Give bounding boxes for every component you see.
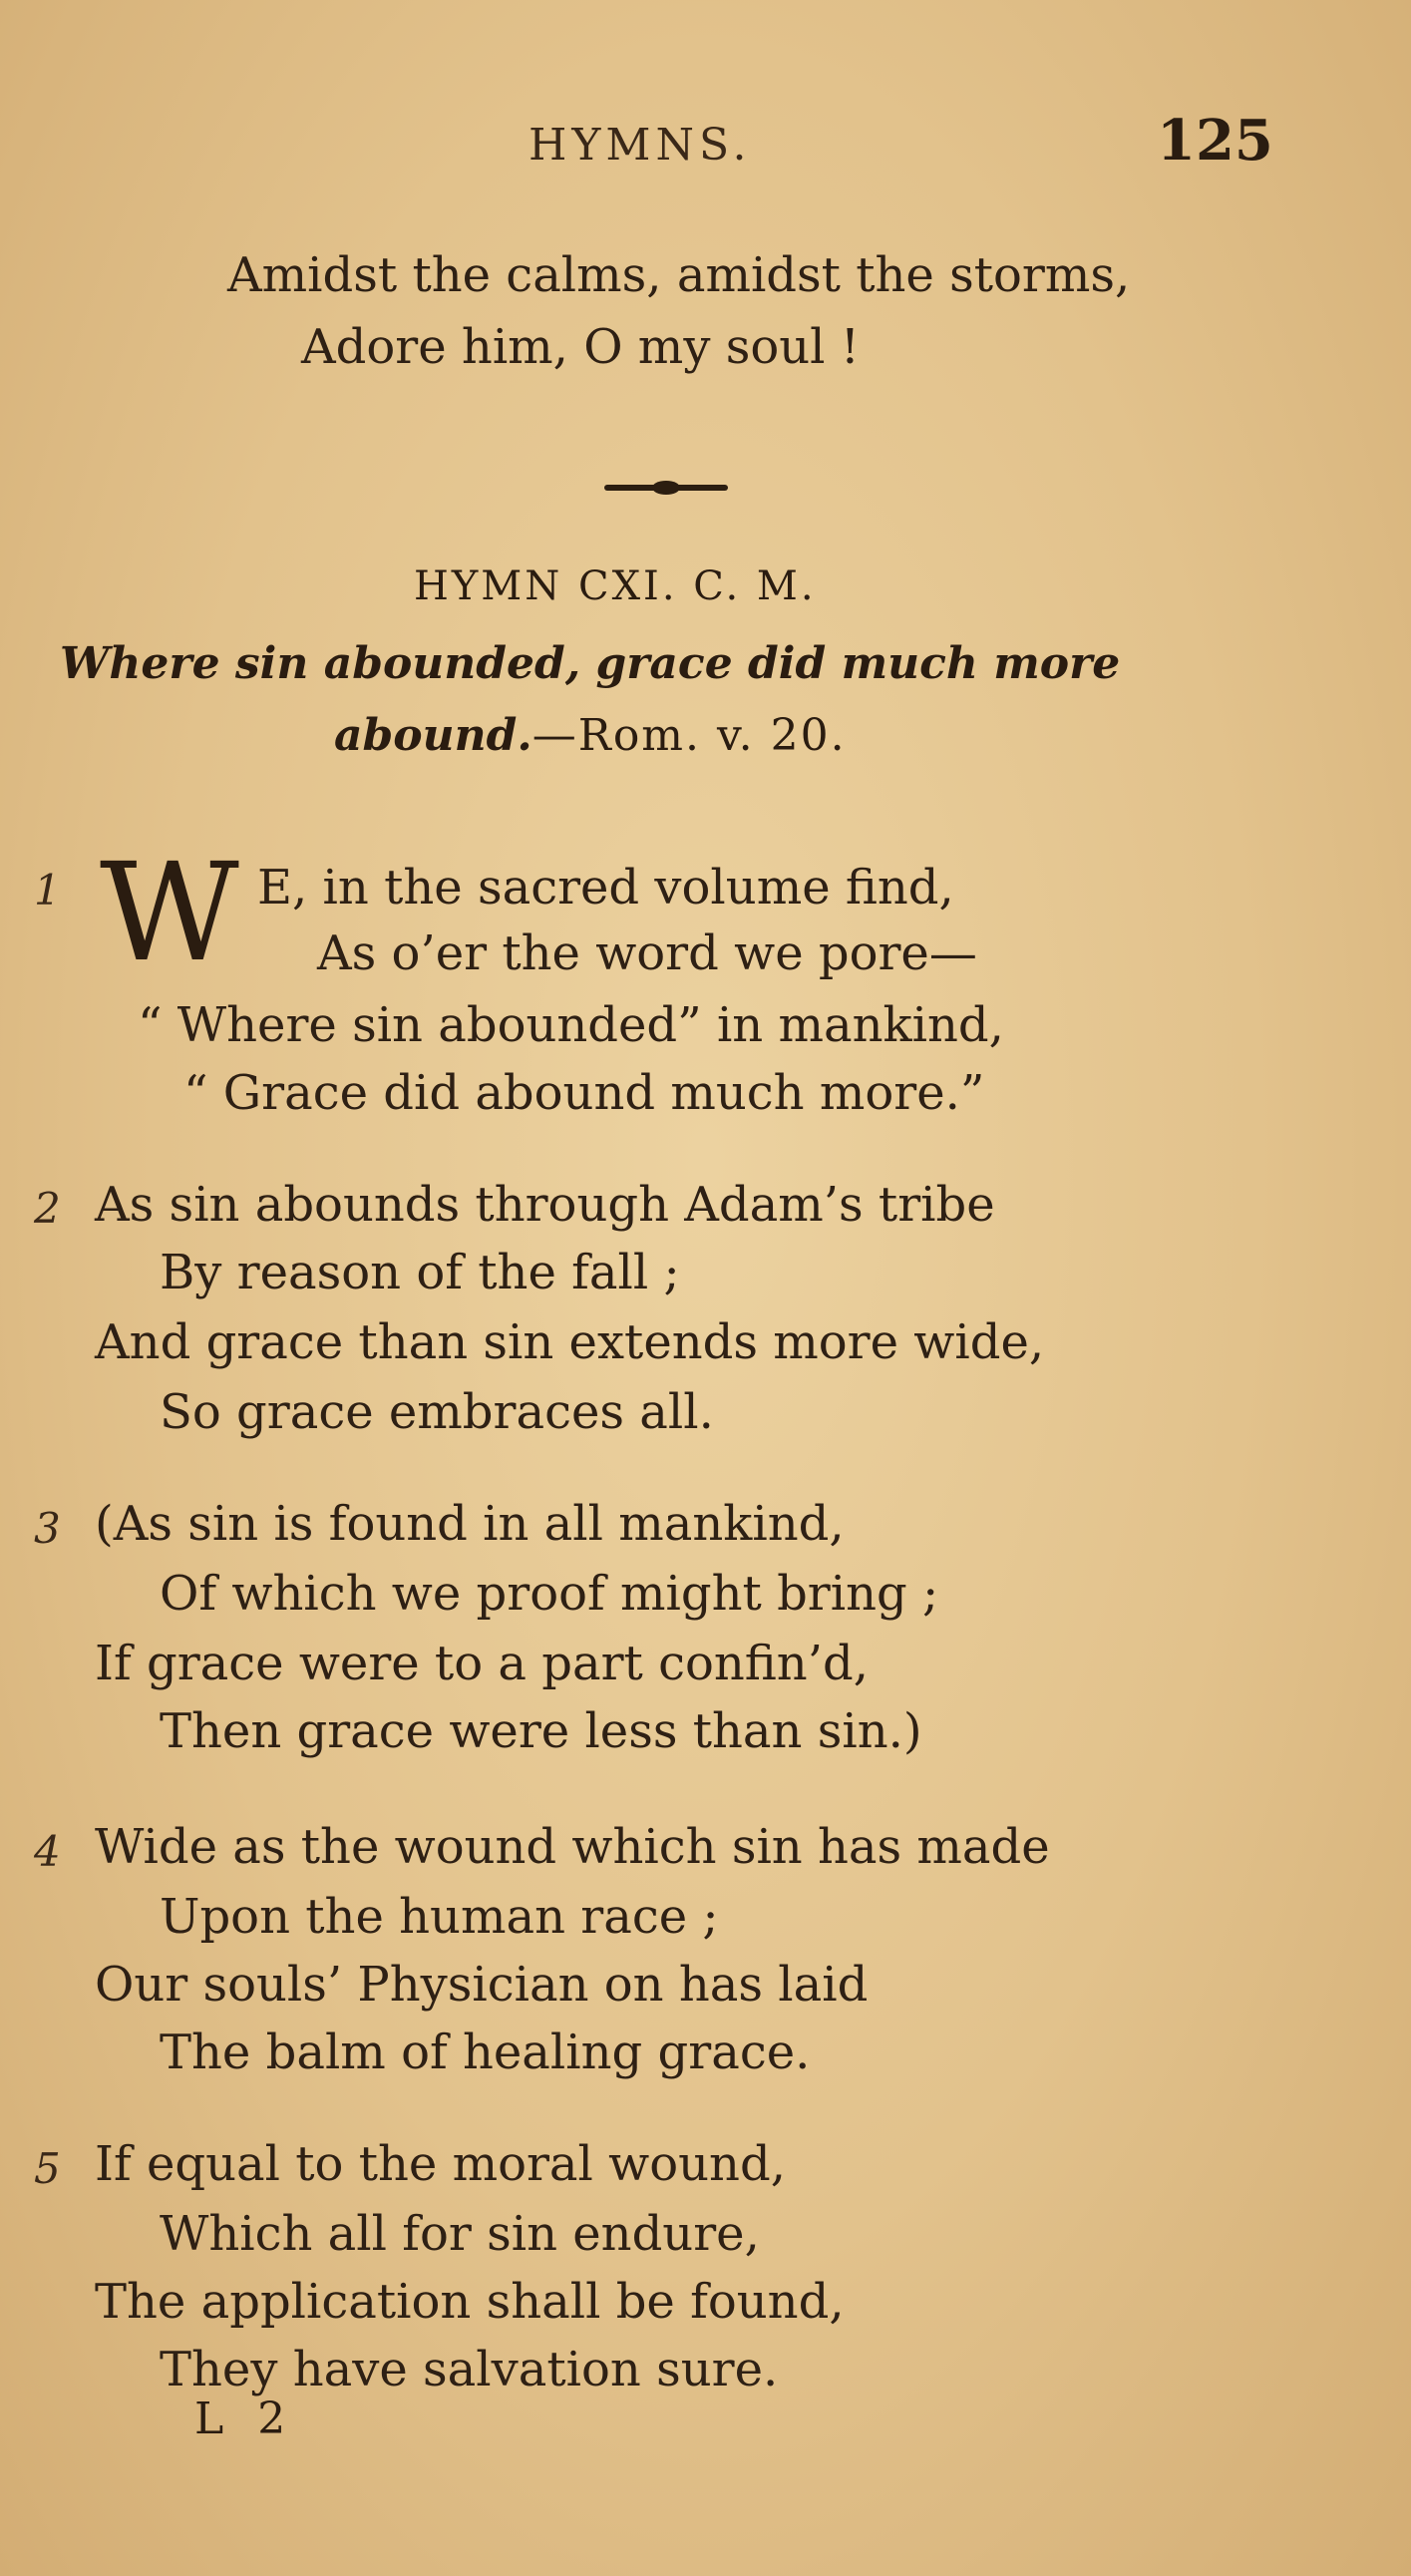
verse-line: Wide as the wound which sin has made bbox=[95, 1819, 1050, 1875]
verse-number: 1 bbox=[34, 866, 61, 915]
intro-line: Amidst the calms, amidst the storms, bbox=[227, 247, 1131, 303]
page-number: 125 bbox=[1157, 108, 1273, 174]
ornament-divider bbox=[604, 485, 728, 491]
hymn-title: HYMN CXI. C. M. bbox=[414, 563, 817, 609]
verse-line: They have salvation sure. bbox=[160, 2342, 779, 2397]
verse-line: So grace embraces all. bbox=[160, 1384, 714, 1440]
verse-line: If equal to the moral wound, bbox=[95, 2136, 786, 2192]
verse-line: The application shall be found, bbox=[95, 2274, 845, 2330]
verse-line: If grace were to a part confin’d, bbox=[95, 1636, 869, 1691]
verse-line: “ Where sin abounded” in mankind, bbox=[138, 997, 1004, 1053]
verse-line: Of which we proof might bring ; bbox=[160, 1566, 939, 1622]
epigraph-line bbox=[334, 710, 847, 761]
verse-line: Then grace were less than sin.) bbox=[160, 1703, 922, 1759]
verse-line: As o’er the word we pore— bbox=[317, 925, 977, 981]
verse-line: Which all for sin endure, bbox=[160, 2206, 760, 2262]
verse-line: “ Grace did abound much more.” bbox=[183, 1065, 985, 1121]
verse-line: The balm of healing grace. bbox=[160, 2024, 811, 2080]
verse-number: 2 bbox=[34, 1184, 61, 1233]
epigraph-reference: —Rom. v. 20. bbox=[531, 710, 847, 761]
verse-line: Upon the human race ; bbox=[160, 1889, 719, 1945]
verse-number: 5 bbox=[34, 2144, 61, 2193]
verse-number: 4 bbox=[34, 1827, 61, 1876]
catchword: L 2 bbox=[194, 2393, 296, 2444]
verse-line: (As sin is found in all mankind, bbox=[95, 1496, 845, 1552]
epigraph-italic: abound. bbox=[334, 710, 532, 761]
drop-cap: W bbox=[100, 835, 239, 992]
intro-line: Adore him, O my soul ! bbox=[301, 319, 861, 375]
verse-line: By reason of the fall ; bbox=[160, 1245, 680, 1300]
verse-number: 3 bbox=[34, 1504, 61, 1553]
verse-line: As sin abounds through Adam’s tribe bbox=[95, 1177, 995, 1233]
verse-line: And grace than sin extends more wide, bbox=[95, 1314, 1045, 1370]
verse-line: E, in the sacred volume find, bbox=[257, 860, 954, 916]
epigraph-line: Where sin abounded, grace did much more bbox=[60, 638, 1121, 689]
verse-line: Our souls’ Physician on has laid bbox=[95, 1957, 869, 2013]
running-head: HYMNS. bbox=[529, 120, 752, 171]
